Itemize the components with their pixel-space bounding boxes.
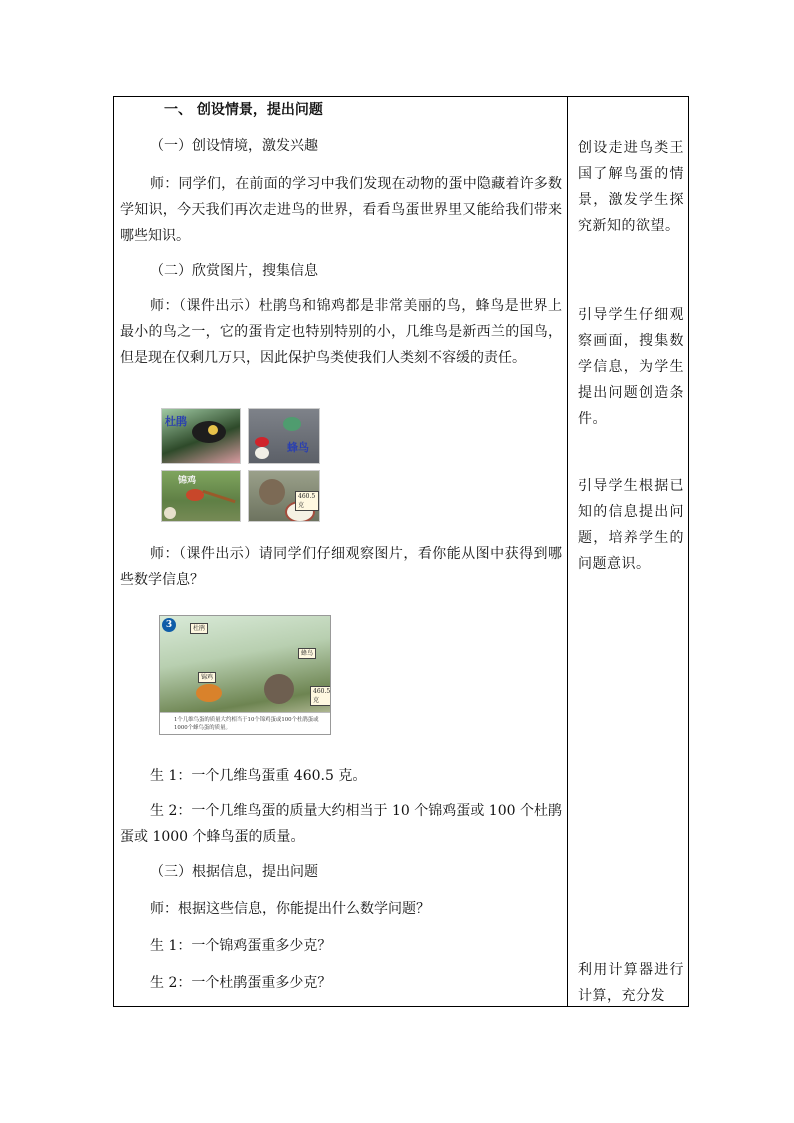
- lesson-table: [113, 96, 689, 1007]
- hummingbird-photo: [248, 408, 320, 464]
- pheasant-tag: 锦鸡: [198, 672, 216, 683]
- student-answer-2: 生 2：一个几维鸟蛋的质量大约相当于 10 个锦鸡蛋或 100 个杜鹃蛋或 1000 个蜂鸟蛋的质量。: [120, 803, 562, 845]
- pheasant-label: 锦鸡: [178, 476, 197, 486]
- teacher-question: 师：根据这些信息，你能提出什么数学问题？: [150, 901, 430, 917]
- design-note-3: 引导学生根据已知的信息提出问题，培养学生的问题意识。: [578, 478, 684, 572]
- subheading-1: （一）创设情境，激发兴趣: [150, 138, 318, 154]
- hummingbird-tag: 蜂鸟: [298, 648, 316, 659]
- textbook-caption: 1个几维鸟蛋的质量大约相当于10个锦鸡蛋或100个杜鹃蛋或1000个蜂鸟蛋的质量。: [174, 717, 319, 731]
- design-intent-column: [568, 97, 689, 1006]
- lesson-main-column: [114, 97, 567, 1006]
- hummingbird-label: 蜂鸟: [287, 441, 309, 454]
- paragraph-3: 师：（课件出示）请同学们仔细观察图片，看你能从图中获得到哪些数学信息？: [120, 546, 562, 588]
- subheading-3: （三）根据信息，提出问题: [150, 864, 318, 880]
- cuckoo-photo: [161, 408, 241, 464]
- student-question-1: 生 1：一个锦鸡蛋重多少克？: [150, 938, 332, 954]
- pheasant-photo: [161, 470, 241, 522]
- subheading-2: （二）欣赏图片，搜集信息: [150, 263, 318, 279]
- problem-number-badge: 3: [162, 618, 176, 632]
- student-answer-1: 生 1：一个几维鸟蛋重 460.5 克。: [150, 768, 367, 784]
- kiwi-tag: 460.5克: [310, 686, 331, 706]
- cuckoo-tag: 杜鹃: [190, 623, 208, 634]
- design-note-1: 创设走进鸟类王国了解鸟蛋的情景，激发学生探究新知的欲望。: [578, 140, 684, 234]
- kiwi-weight-plate: 460.5克: [295, 491, 319, 511]
- design-note-2: 引导学生仔细观察画面，搜集数学信息，为学生提出问题创造条件。: [578, 307, 684, 427]
- paragraph-2: 师：（课件出示）杜鹃鸟和锦鸡都是非常美丽的鸟，蜂鸟是世界上最小的鸟之一，它的蛋肯定也特别特别的小，几维鸟是新西兰的国鸟，但是现在仅剩几万只，因此保护鸟类使我们人类刻不容缓的责任。: [120, 298, 562, 366]
- design-note-4: 利用计算器进行计算，充分发: [578, 962, 684, 1004]
- paragraph-1: 师：同学们，在前面的学习中我们发现在动物的蛋中隐藏着许多数学知识，今天我们再次走进鸟的世界，看看鸟蛋世界里又能给我们带来哪些知识。: [120, 176, 562, 244]
- kiwi-photo: [248, 470, 320, 522]
- textbook-illustration: [159, 615, 331, 735]
- section-title: 一、 创设情景，提出问题: [164, 102, 323, 118]
- student-question-2: 生 2：一个杜鹃蛋重多少克？: [150, 975, 332, 991]
- cuckoo-label: 杜鹃: [165, 415, 187, 428]
